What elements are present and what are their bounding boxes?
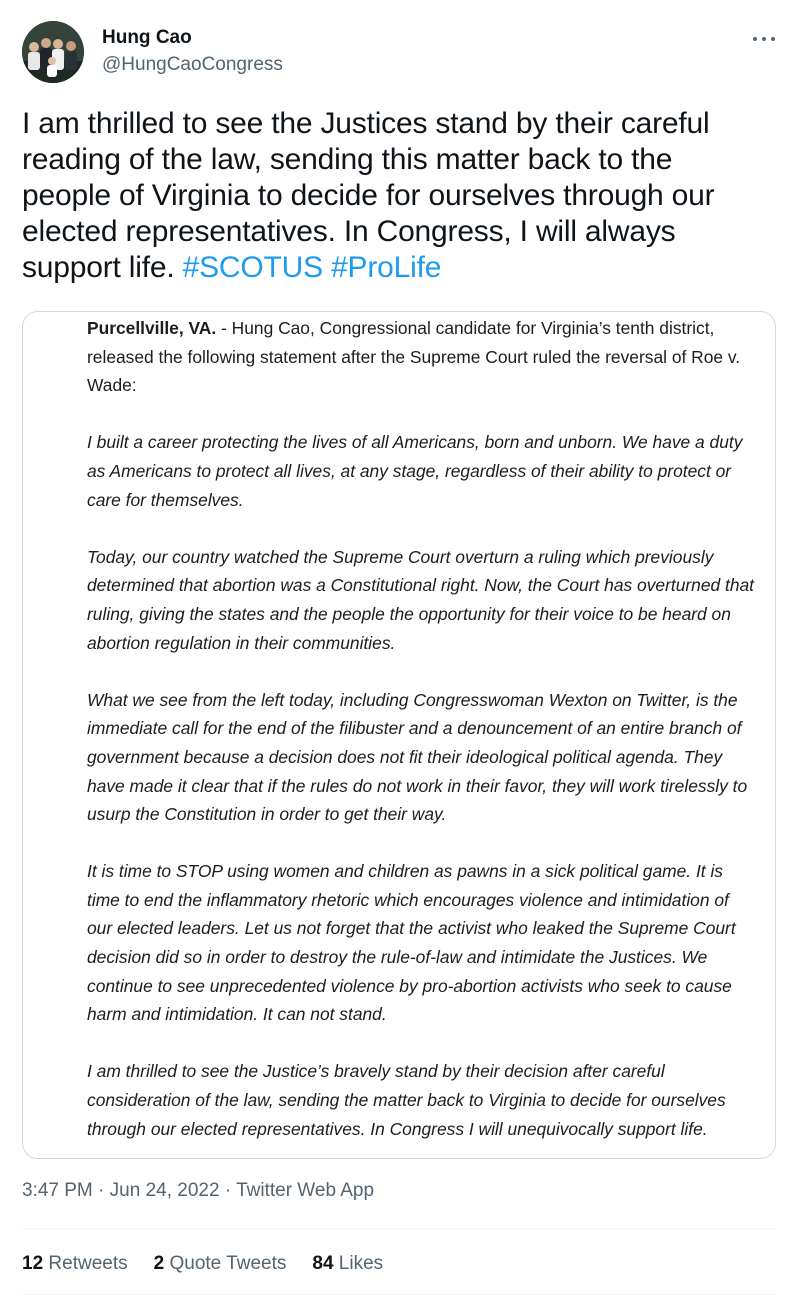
likes-label: Likes <box>338 1253 384 1274</box>
statement-lead-text: - Hung Cao, Congressional candidate for Virginia’s tenth district, released the following statement after the Supreme Court ruled the reversal of Roe v. Wade: <box>87 318 741 396</box>
statement-paragraph: Today, our country watched the Supreme Court overturn a ruling which previously determined that abortion was a Constitutional right. Now, the Court has overturned that ruling, giving the states and the people the opportunity for their voice to be heard on abortion regulation in their communities. <box>87 546 755 653</box>
engagement-stats <box>22 1253 383 1275</box>
statement-image[interactable] <box>22 311 776 1159</box>
hashtag-scotus[interactable]: #SCOTUS <box>182 251 323 284</box>
statement-paragraph: I am thrilled to see the Justice’s bravely stand by their decision after careful consideration of the law, sending the matter back to Virginia to decide for ourselves through our elected representatives. In Congress I will unequivocally support life. <box>87 1061 726 1139</box>
statement-paragraph: It is time to STOP using women and children as pawns in a sick political game. It is time to end the inflammatory rhetoric which encourages violence and intimidation of our elected leaders. Let us not forget that the activist who leaked the Supreme Court decision did so in order to destroy the rule-of-law and intimidate the Justices. We continue to see unprecedented violence by pro-abortion activists who seek to cause harm and intimidation. It can not stand. <box>87 861 736 1025</box>
quote-tweets-stat[interactable] <box>154 1253 287 1275</box>
retweets-label: Retweets <box>48 1253 128 1274</box>
hashtag-prolife[interactable]: #ProLife <box>331 251 442 284</box>
statement-document <box>87 312 757 1159</box>
likes-stat[interactable] <box>312 1253 383 1275</box>
tweet-meta <box>22 1180 374 1202</box>
likes-count: 84 <box>312 1253 334 1274</box>
statement-dateline: Purcellville, VA. <box>87 318 217 338</box>
tweet-body: I am thrilled to see the Justices stand by their careful reading of the law, sending this matter back to the people of Virginia to decide for ourselves through our elected representatives. In Congress, I will always support life. <box>22 107 715 284</box>
retweets-count: 12 <box>22 1253 44 1274</box>
group-photo-avatar-icon <box>22 21 84 83</box>
author-name[interactable]: Hung Cao <box>102 27 192 48</box>
meta-separator: · <box>92 1180 110 1201</box>
avatar[interactable] <box>22 21 84 83</box>
statement-paragraph: I built a career protecting the lives of all Americans, born and unborn. We have a duty as Americans to protect all lives, at any stage, regardless of their ability to protect or care for themselves. <box>87 432 743 510</box>
quote-tweets-count: 2 <box>153 1253 165 1274</box>
divider <box>22 1294 774 1295</box>
quote-tweets-label: Quote Tweets <box>169 1253 287 1274</box>
tweet-date[interactable]: Jun 24, 2022 <box>109 1180 220 1201</box>
author-handle[interactable]: @HungCaoCongress <box>102 54 283 75</box>
meta-separator: · <box>219 1180 237 1201</box>
retweets-stat[interactable] <box>22 1253 128 1275</box>
statement-lead <box>87 314 757 400</box>
tweet-source[interactable]: Twitter Web App <box>236 1180 375 1201</box>
tweet-text <box>22 106 762 286</box>
tweet-time[interactable]: 3:47 PM <box>22 1180 93 1201</box>
divider <box>22 1228 774 1229</box>
statement-paragraph: What we see from the left today, including Congresswoman Wexton on Twitter, is the immediate call for the end of the filibuster and a denouncement of an entire branch of government because a decision does not fit their ideological political agenda. They have made it clear that if the rules do not work in their favor, they will work tirelessly to usurp the Constitution in order to get their way. <box>87 689 748 825</box>
more-options-icon[interactable] <box>750 28 778 48</box>
